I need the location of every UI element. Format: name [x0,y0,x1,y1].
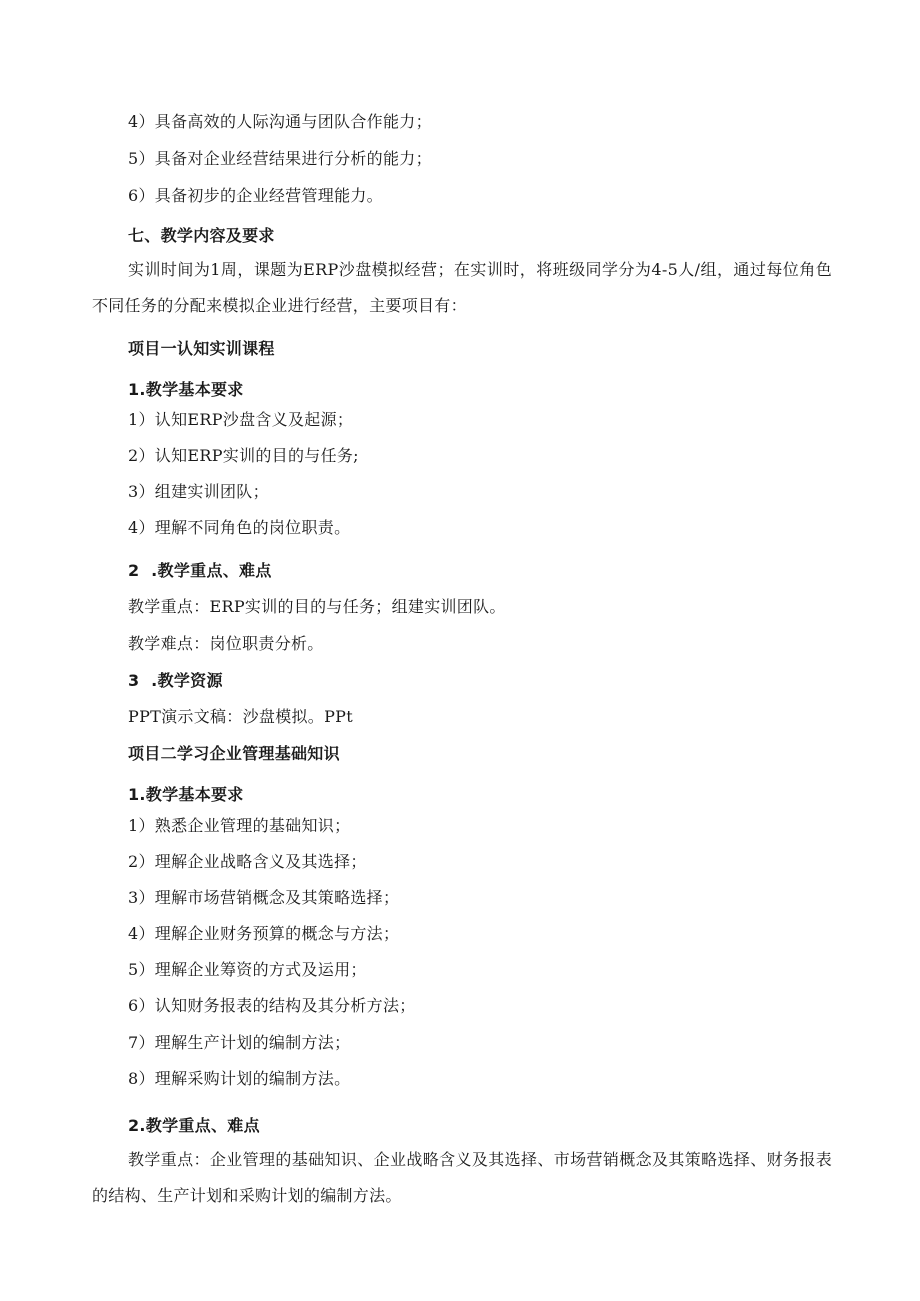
list-item: 3）理解市场营销概念及其策略选择； [128,888,400,907]
resource-text: PPT演示文稿：沙盘模拟。PPt [128,707,353,726]
project-title: 项目二学习企业管理基础知识 [128,744,340,763]
list-item: 8）理解采购计划的编制方法。 [128,1069,351,1088]
list-item: 2）理解企业战略含义及其选择； [128,852,367,871]
list-item: 7）理解生产计划的编制方法； [128,1033,351,1052]
list-item: 1）熟悉企业管理的基础知识； [128,816,351,835]
subsection-heading: 2.教学重点、难点 [128,1116,260,1135]
section-intro-paragraph: 实训时间为1周，课题为ERP沙盘模拟经营；在实训时，将班级同学分为4-5人/组，通过每位角色不同任务的分配来模拟企业进行经营，主要项目有： [92,260,832,315]
list-item: 4）理解企业财务预算的概念与方法； [128,924,400,943]
list-item: 1）认知ERP沙盘含义及起源； [128,410,354,429]
project-title: 项目一认知实训课程 [128,339,275,358]
list-item: 4）理解不同角色的岗位职责。 [128,518,351,537]
difficulty-text: 教学难点：岗位职责分析。 [128,634,324,653]
list-item: 3）组建实训团队； [128,482,269,501]
section-heading: 七、教学内容及要求 [128,226,275,245]
subsection-heading: 3 .教学资源 [128,671,223,690]
subsection-heading: 2 .教学重点、难点 [128,561,272,580]
key-point-paragraph: 教学重点：企业管理的基础知识、企业战略含义及其选择、市场营销概念及其策略选择、财务报表的结构、生产计划和采购计划的编制方法。 [92,1150,832,1205]
key-point-text: 教学重点：ERP实训的目的与任务；组建实训团队。 [128,597,506,616]
list-item: 4）具备高效的人际沟通与团队合作能力； [128,112,432,131]
subsection-heading: 1.教学基本要求 [128,785,244,804]
list-item: 6）具备初步的企业经营管理能力。 [128,186,383,205]
list-item: 5）理解企业筹资的方式及运用； [128,960,367,979]
subsection-heading: 1.教学基本要求 [128,380,244,399]
list-item: 6）认知财务报表的结构及其分析方法； [128,996,416,1015]
list-item: 5）具备对企业经营结果进行分析的能力； [128,149,432,168]
list-item: 2）认知ERP实训的目的与任务; [128,446,359,465]
